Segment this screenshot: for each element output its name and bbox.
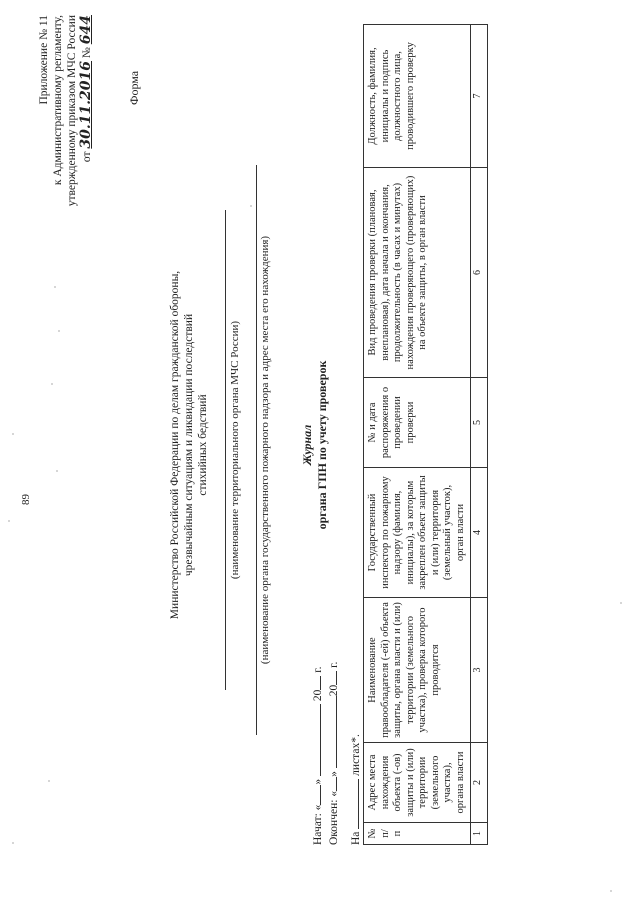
column-number: 4 xyxy=(471,468,488,598)
header-cell-number: № п/п xyxy=(364,823,471,845)
header-cell-inspection-type: Вид проведения проверки (плановая, внеплановая), дата начала и окончания, продолжительность (в часах и минутах) нахождения проверяющего (проверяющих) на объекте защиты, в орган власти xyxy=(364,168,471,378)
column-number: 6 xyxy=(471,168,488,378)
finished-line: Окончен: «» 20 г. xyxy=(328,661,340,845)
approval-from-label: от xyxy=(81,151,93,163)
journal-subheading: органа ГПН по учету проверок xyxy=(315,360,329,530)
approval-number: 644 xyxy=(78,15,94,45)
approval-number-sign: № xyxy=(81,47,93,59)
header-cell-address: Адрес места нахождения объекта (-ов) защиты и (или) территории (земельного участка), органа власти xyxy=(364,743,471,823)
finished-year-blank[interactable] xyxy=(326,671,337,685)
header-cell-official: Должность, фамилия, инициалы и подпись должностного лица, проводившего проверку xyxy=(364,25,471,168)
ministry-name xyxy=(168,155,210,735)
column-number: 3 xyxy=(471,598,488,743)
gpn-body-caption: (наименование органа государственного пожарного надзора и адрес места его нахождения) xyxy=(259,235,271,665)
appendix-title: Приложение № 11 xyxy=(38,15,50,105)
journal-title xyxy=(300,285,330,605)
journal-dates xyxy=(310,662,364,845)
sheets-line: На листах*. xyxy=(350,734,362,845)
appendix-approval-line xyxy=(79,15,94,295)
ministry-line-2: чрезвычайным ситуациям и ликвидации последствий xyxy=(183,313,195,577)
approval-date: 30.11.2016 xyxy=(78,60,94,149)
column-number: 5 xyxy=(471,378,488,468)
started-month-blank[interactable] xyxy=(310,704,321,776)
column-number: 2 xyxy=(471,743,488,823)
gpn-body-underline xyxy=(256,165,257,735)
finished-day-blank[interactable] xyxy=(326,777,337,791)
territorial-body-underline xyxy=(225,210,226,690)
appendix-header xyxy=(37,15,94,295)
table-header-row xyxy=(364,25,471,845)
territorial-body-caption: (наименование территориального органа МЧС России) xyxy=(229,320,241,580)
started-year-blank[interactable] xyxy=(310,676,321,690)
column-number-row xyxy=(471,25,488,845)
column-number: 7 xyxy=(471,25,488,168)
ministry-line-1: Министерство Российской Федерации по делам гражданской обороны, xyxy=(169,270,181,620)
column-number: 1 xyxy=(471,823,488,845)
sheets-count-blank[interactable] xyxy=(348,779,359,829)
started-day-blank[interactable] xyxy=(310,785,321,805)
appendix-order: утвержденному приказом МЧС России xyxy=(66,15,78,207)
finished-month-blank[interactable] xyxy=(326,696,337,768)
started-line: Начат: «» 20 г. xyxy=(312,666,324,845)
header-cell-inspector: Государственный инспектор по пожарному надзору (фамилия, инициалы), за которым закреплен объект защиты и (или) территория (земельный участок), орган власти xyxy=(364,468,471,598)
journal-heading: Журнал xyxy=(300,424,314,466)
header-cell-owner: Наименование правообладателя (-ей) объекта защиты, органа власти и (или) территории (земельного участка), проверка которого проводится xyxy=(364,598,471,743)
header-cell-order: № и дата распоряжения о проведении проверки xyxy=(364,378,471,468)
inspections-journal-table xyxy=(363,24,488,845)
appendix-regulation: к Административному регламенту, xyxy=(52,15,64,186)
page-number: 89 xyxy=(20,494,32,505)
ministry-line-3: стихийных бедствий xyxy=(197,394,209,496)
form-label: Форма xyxy=(127,70,141,105)
